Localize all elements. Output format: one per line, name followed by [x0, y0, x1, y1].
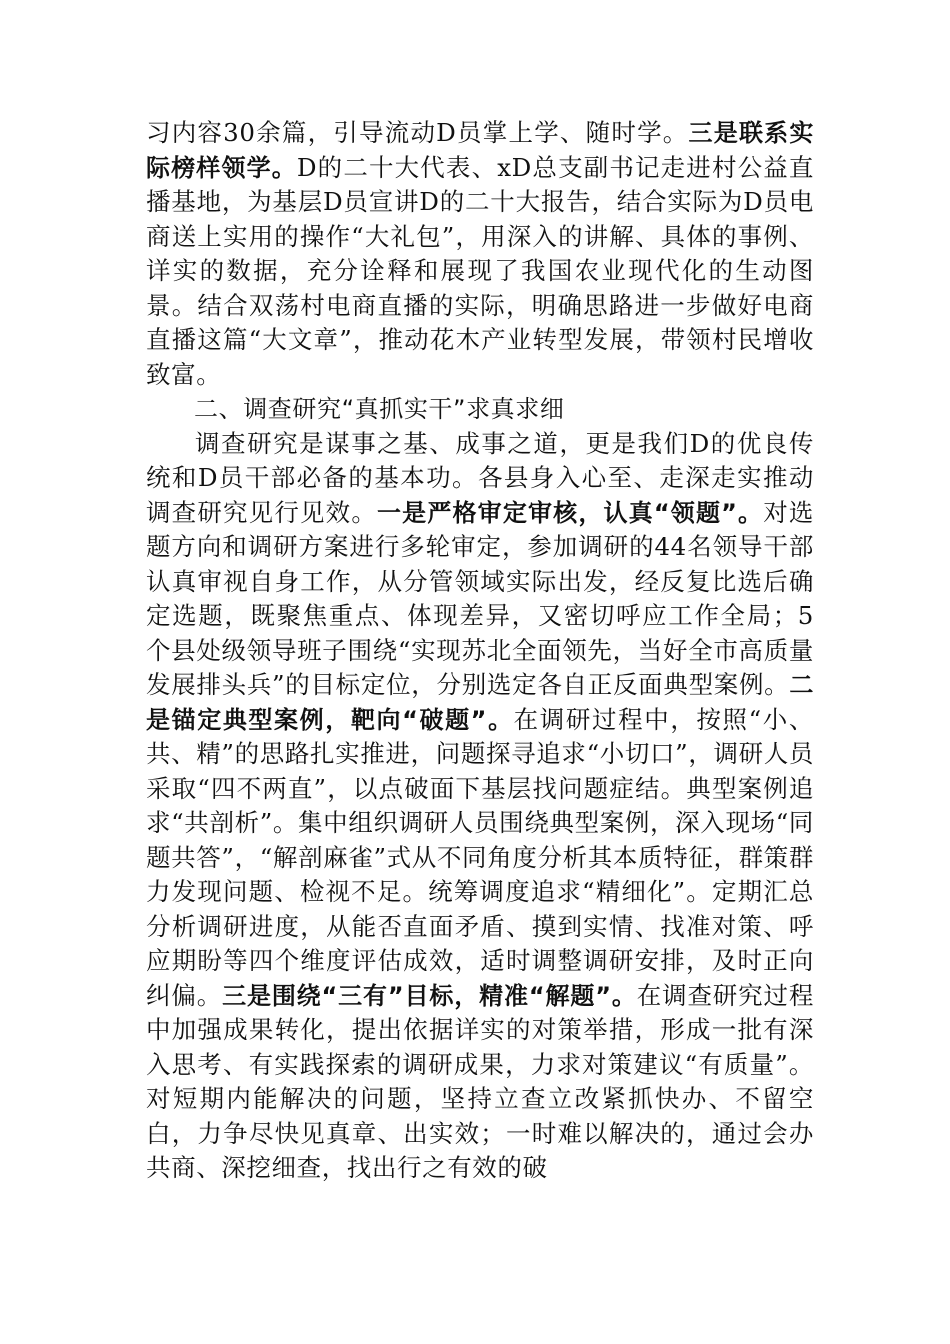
paragraph-2-point-1: 一是严格审定审核，认真“领题”。: [377, 498, 764, 527]
paragraph-2-point-2-text: 在调研过程中，按照“小、共、精”的思路扎实推进，问题探寻追求“小切口”，调研人员采取“四不两直”，以点破面下基层找问题症结。典型案例追求“共剖析”。集中组织调研人员围绕典型案例，深入现场“同题共答”，“解剖麻雀”式从不同角度分析其本质特征，群策群力发现问题、检视不足。统筹调度追求“精细化”。定期汇总分析调研进度，从能否直面矛盾、摸到实情、找准对策、呼应期盼等四个维度评估成效，适时调整调研安排，及时正向纠偏。: [146, 704, 814, 1010]
paragraph-2: [146, 427, 814, 1186]
paragraph-1-bold-lead: 三是联系实际榜样领学。: [146, 119, 814, 182]
paragraph-1-text-cont: D的二十大代表、xD总支副书记走进村公益直播基地，为基层D员宣讲D的二十大报告，结合实际为D员电商送上实用的操作“大礼包”，用深入的讲解、具体的事例、详实的数据，充分诠释和展现了我国农业现代化的生动图景。结合双荡村电商直播的实际，明确思路进一步做好电商直播这篇“大文章”，推动花木产业转型发展，带领村民增收致富。: [146, 152, 814, 389]
paragraph-1: [146, 116, 814, 392]
paragraph-2-point-3: 三是围绕“三有”目标，精准“解题”。: [222, 981, 637, 1010]
paragraph-1-text: 习内容30余篇，引导流动D员掌上学、随时学。: [146, 118, 689, 147]
paragraph-2-point-2: 二是锚定典型案例，靶向“破题”。: [146, 671, 814, 734]
paragraph-2-point-1-text: 对选题方向和调研方案进行多轮审定，参加调研的44名领导干部认真审视自身工作，从分管领域实际出发，经反复比选后确定选题，既聚焦重点、体现差异，又密切呼应工作全局；5个县处级领导班子围绕“实现苏北全面领先，当好全市高质量发展排头兵”的目标定位，分别选定各自正反面典型案例。: [146, 497, 814, 699]
paragraph-2-point-3-text: 在调查研究过程中加强成果转化，提出依据详实的对策举措，形成一批有深入思考、有实践探索的调研成果，力求对策建议“有质量”。对短期内能解决的问题，坚持立查立改紧抓快办、不留空白，力争尽快见真章、出实效；一时难以解决的，通过会办共商、深挖细查，找出行之有效的破: [146, 980, 814, 1182]
section-heading: 二、调查研究“真抓实干”求真求细: [194, 395, 565, 423]
paragraph-2-intro: 调查研究是谋事之基、成事之道，更是我们D的优良传统和D员干部必备的基本功。各县身入心至、走深走实推动调查研究见行见效。: [146, 428, 814, 527]
document-page: [146, 116, 814, 1186]
